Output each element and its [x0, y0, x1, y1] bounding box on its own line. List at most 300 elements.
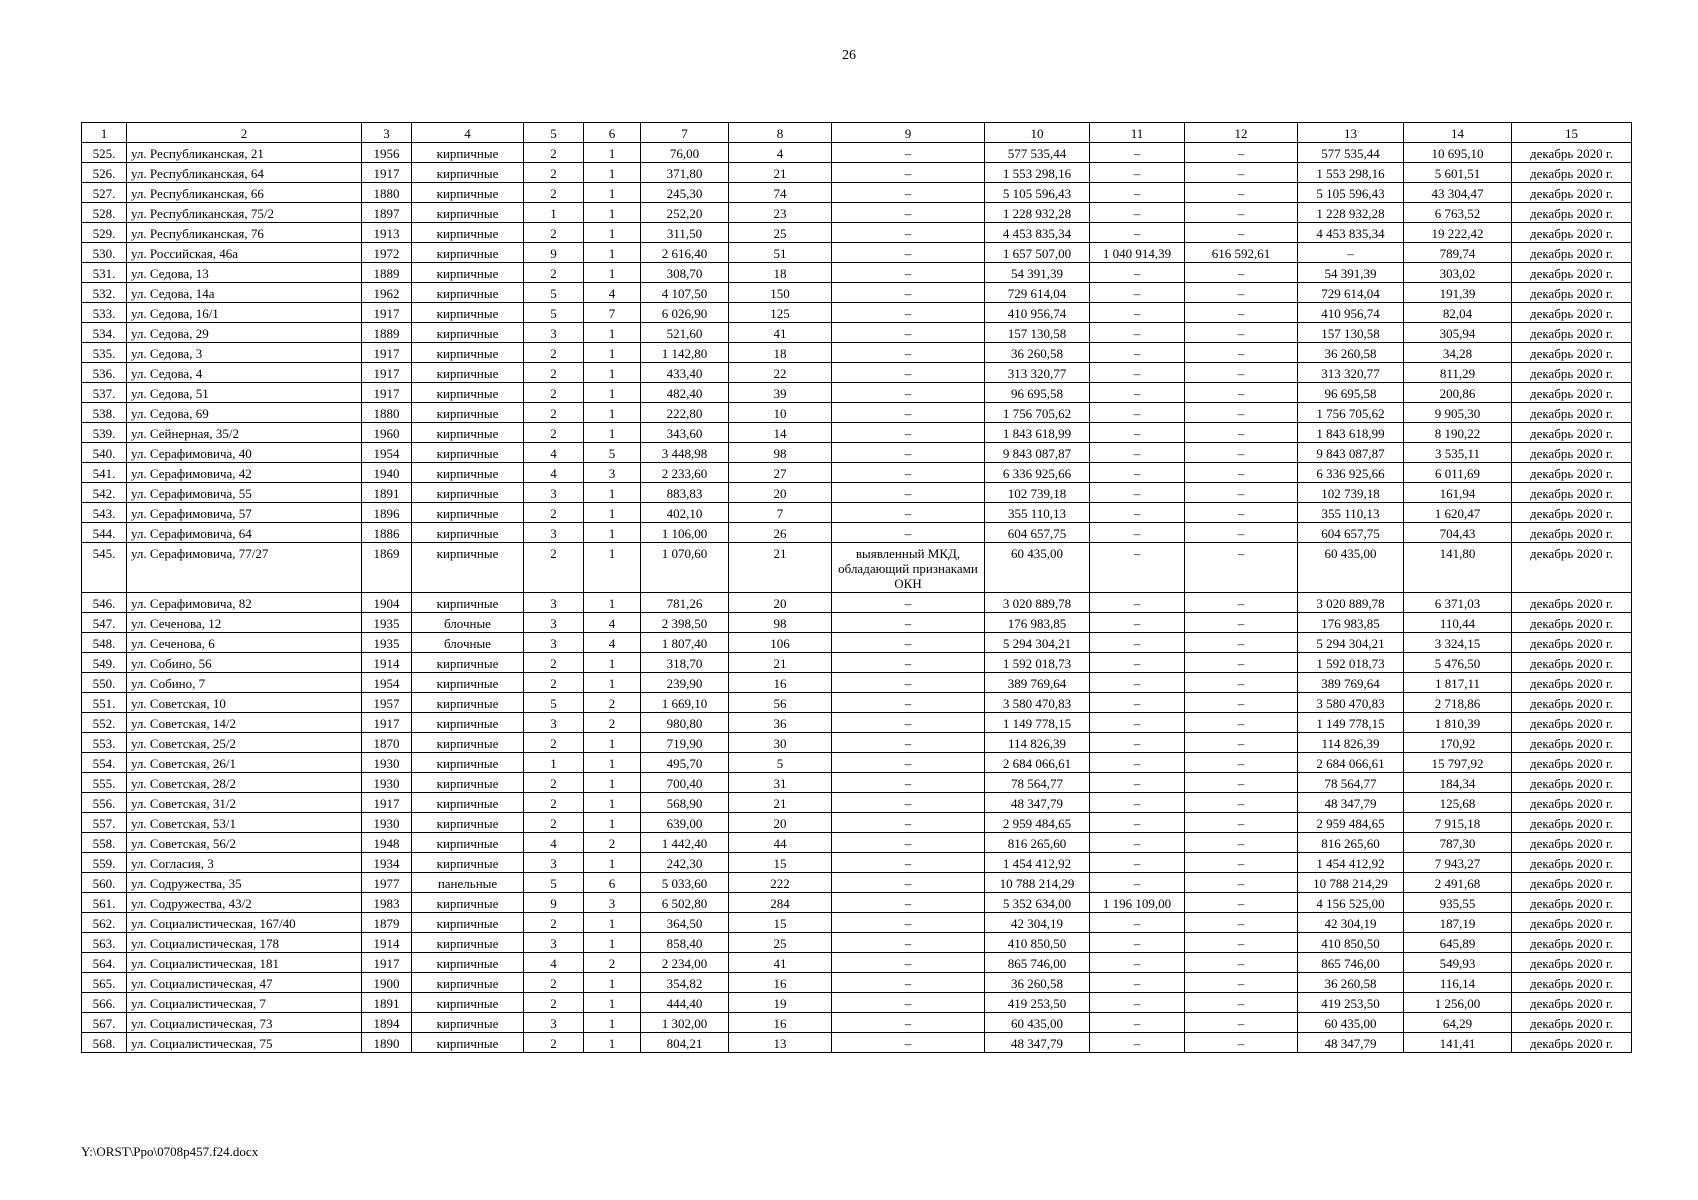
table-cell-col-9: –	[832, 933, 985, 953]
table-cell-col-3: 1914	[362, 653, 412, 673]
table-cell-col-2: ул. Советская, 28/2	[127, 773, 362, 793]
table-cell-col-3: 1917	[362, 383, 412, 403]
table-cell-col-5: 4	[524, 463, 584, 483]
table-row	[82, 953, 1632, 973]
column-number-1: 1	[82, 123, 127, 143]
table-cell-col-11: –	[1090, 503, 1185, 523]
table-cell-col-3: 1896	[362, 503, 412, 523]
table-cell-col-9: –	[832, 243, 985, 263]
table-cell-col-7: 639,00	[641, 813, 729, 833]
table-cell-col-14: 19 222,42	[1404, 223, 1512, 243]
table-cell-col-4: кирпичные	[412, 933, 524, 953]
table-cell-col-15: декабрь 2020 г.	[1512, 653, 1632, 673]
table-cell-col-5: 2	[524, 1033, 584, 1053]
table-cell-col-1: 527.	[82, 183, 127, 203]
table-cell-col-15: декабрь 2020 г.	[1512, 1033, 1632, 1053]
table-cell-col-4: кирпичные	[412, 283, 524, 303]
table-cell-col-7: 2 616,40	[641, 243, 729, 263]
table-row	[82, 323, 1632, 343]
table-cell-col-3: 1983	[362, 893, 412, 913]
table-cell-col-3: 1948	[362, 833, 412, 853]
table-cell-col-9: –	[832, 793, 985, 813]
table-cell-col-5: 1	[524, 203, 584, 223]
table-cell-col-3: 1917	[362, 793, 412, 813]
table-cell-col-13: 1 454 412,92	[1298, 853, 1404, 873]
table-cell-col-9: –	[832, 1013, 985, 1033]
table-cell-col-8: 39	[729, 383, 832, 403]
table-cell-col-7: 318,70	[641, 653, 729, 673]
table-cell-col-14: 9 905,30	[1404, 403, 1512, 423]
table-cell-col-2: ул. Советская, 53/1	[127, 813, 362, 833]
table-cell-col-13: 1 592 018,73	[1298, 653, 1404, 673]
table-row	[82, 773, 1632, 793]
table-cell-col-3: 1917	[362, 163, 412, 183]
table-cell-col-11: –	[1090, 993, 1185, 1013]
table-cell-col-4: кирпичные	[412, 163, 524, 183]
table-cell-col-2: ул. Сеченова, 12	[127, 613, 362, 633]
table-cell-col-1: 556.	[82, 793, 127, 813]
table-cell-col-6: 1	[584, 593, 641, 613]
table-row	[82, 283, 1632, 303]
table-cell-col-9: –	[832, 893, 985, 913]
table-cell-col-7: 354,82	[641, 973, 729, 993]
table-cell-col-3: 1972	[362, 243, 412, 263]
table-cell-col-10: 2 684 066,61	[985, 753, 1090, 773]
table-cell-col-14: 6 011,69	[1404, 463, 1512, 483]
table-cell-col-14: 191,39	[1404, 283, 1512, 303]
table-cell-col-4: кирпичные	[412, 443, 524, 463]
table-cell-col-4: кирпичные	[412, 223, 524, 243]
table-cell-col-9: –	[832, 403, 985, 423]
table-cell-col-13: 2 959 484,65	[1298, 813, 1404, 833]
table-cell-col-11: –	[1090, 753, 1185, 773]
table-cell-col-12: –	[1185, 263, 1298, 283]
table-cell-col-4: кирпичные	[412, 343, 524, 363]
column-number-6: 6	[584, 123, 641, 143]
table-cell-col-3: 1914	[362, 933, 412, 953]
column-number-12: 12	[1185, 123, 1298, 143]
table-cell-col-14: 10 695,10	[1404, 143, 1512, 163]
table-cell-col-12: –	[1185, 363, 1298, 383]
table-cell-col-4: кирпичные	[412, 853, 524, 873]
table-cell-col-7: 2 398,50	[641, 613, 729, 633]
table-cell-col-2: ул. Республиканская, 64	[127, 163, 362, 183]
table-cell-col-7: 1 669,10	[641, 693, 729, 713]
table-cell-col-11: –	[1090, 1013, 1185, 1033]
table-cell-col-1: 563.	[82, 933, 127, 953]
table-cell-col-10: 389 769,64	[985, 673, 1090, 693]
table-cell-col-6: 4	[584, 633, 641, 653]
table-cell-col-2: ул. Советская, 56/2	[127, 833, 362, 853]
table-cell-col-8: 20	[729, 813, 832, 833]
table-cell-col-5: 2	[524, 733, 584, 753]
table-cell-col-5: 2	[524, 773, 584, 793]
table-cell-col-13: 78 564,77	[1298, 773, 1404, 793]
table-cell-col-4: кирпичные	[412, 713, 524, 733]
table-cell-col-6: 1	[584, 933, 641, 953]
table-row	[82, 403, 1632, 423]
table-cell-col-6: 1	[584, 753, 641, 773]
table-cell-col-7: 980,80	[641, 713, 729, 733]
table-cell-col-2: ул. Седова, 16/1	[127, 303, 362, 323]
table-cell-col-15: декабрь 2020 г.	[1512, 593, 1632, 613]
table-cell-col-6: 1	[584, 673, 641, 693]
table-cell-col-7: 495,70	[641, 753, 729, 773]
table-row	[82, 363, 1632, 383]
table-cell-col-5: 3	[524, 523, 584, 543]
table-cell-col-15: декабрь 2020 г.	[1512, 243, 1632, 263]
table-cell-col-11: –	[1090, 693, 1185, 713]
table-cell-col-3: 1889	[362, 323, 412, 343]
table-cell-col-9: –	[832, 303, 985, 323]
table-cell-col-5: 5	[524, 873, 584, 893]
table-cell-col-14: 141,80	[1404, 543, 1512, 593]
table-cell-col-11: –	[1090, 593, 1185, 613]
column-number-7: 7	[641, 123, 729, 143]
table-cell-col-8: 15	[729, 913, 832, 933]
table-cell-col-11: –	[1090, 773, 1185, 793]
table-cell-col-8: 16	[729, 1013, 832, 1033]
table-cell-col-6: 1	[584, 503, 641, 523]
table-cell-col-6: 1	[584, 183, 641, 203]
table-cell-col-10: 157 130,58	[985, 323, 1090, 343]
table-cell-col-14: 82,04	[1404, 303, 1512, 323]
table-cell-col-1: 558.	[82, 833, 127, 853]
table-cell-col-10: 604 657,75	[985, 523, 1090, 543]
table-cell-col-12: –	[1185, 303, 1298, 323]
table-cell-col-8: 5	[729, 753, 832, 773]
table-row	[82, 933, 1632, 953]
table-cell-col-9: –	[832, 343, 985, 363]
table-cell-col-3: 1904	[362, 593, 412, 613]
file-path-footer: Y:\ORST\Ppo\0708p457.f24.docx	[81, 1144, 259, 1159]
table-cell-col-2: ул. Серафимовича, 55	[127, 483, 362, 503]
table-cell-col-3: 1935	[362, 613, 412, 633]
table-cell-col-10: 1 657 507,00	[985, 243, 1090, 263]
table-row	[82, 443, 1632, 463]
table-cell-col-11: –	[1090, 833, 1185, 853]
table-row	[82, 653, 1632, 673]
table-cell-col-13: 60 435,00	[1298, 543, 1404, 593]
table-cell-col-12: –	[1185, 893, 1298, 913]
table-cell-col-1: 542.	[82, 483, 127, 503]
table-cell-col-4: кирпичные	[412, 323, 524, 343]
table-row	[82, 973, 1632, 993]
table-cell-col-4: кирпичные	[412, 953, 524, 973]
table-cell-col-5: 3	[524, 613, 584, 633]
table-row	[82, 733, 1632, 753]
table-cell-col-11: 1 040 914,39	[1090, 243, 1185, 263]
table-cell-col-10: 36 260,58	[985, 973, 1090, 993]
table-cell-col-4: кирпичные	[412, 1033, 524, 1053]
table-cell-col-9: –	[832, 503, 985, 523]
table-cell-col-14: 116,14	[1404, 973, 1512, 993]
table-cell-col-15: декабрь 2020 г.	[1512, 913, 1632, 933]
table-cell-col-2: ул. Социалистическая, 47	[127, 973, 362, 993]
table-cell-col-10: 1 843 618,99	[985, 423, 1090, 443]
table-row	[82, 163, 1632, 183]
table-cell-col-5: 3	[524, 593, 584, 613]
table-cell-col-5: 1	[524, 753, 584, 773]
table-row	[82, 593, 1632, 613]
table-cell-col-12: –	[1185, 283, 1298, 303]
table-row	[82, 813, 1632, 833]
table-cell-col-14: 184,34	[1404, 773, 1512, 793]
table-cell-col-5: 2	[524, 973, 584, 993]
table-cell-col-4: кирпичные	[412, 793, 524, 813]
table-cell-col-14: 3 535,11	[1404, 443, 1512, 463]
table-cell-col-13: 410 956,74	[1298, 303, 1404, 323]
table-cell-col-11: –	[1090, 973, 1185, 993]
table-cell-col-14: 200,86	[1404, 383, 1512, 403]
table-cell-col-7: 2 234,00	[641, 953, 729, 973]
table-cell-col-11: –	[1090, 283, 1185, 303]
table-cell-col-3: 1880	[362, 183, 412, 203]
table-cell-col-14: 15 797,92	[1404, 753, 1512, 773]
table-cell-col-12: –	[1185, 693, 1298, 713]
table-cell-col-4: кирпичные	[412, 653, 524, 673]
table-cell-col-10: 5 105 596,43	[985, 183, 1090, 203]
table-cell-col-7: 239,90	[641, 673, 729, 693]
table-cell-col-12: –	[1185, 613, 1298, 633]
table-cell-col-13: 4 453 835,34	[1298, 223, 1404, 243]
table-cell-col-12: –	[1185, 543, 1298, 593]
table-cell-col-1: 534.	[82, 323, 127, 343]
table-cell-col-2: ул. Седова, 13	[127, 263, 362, 283]
table-cell-col-12: –	[1185, 753, 1298, 773]
table-cell-col-5: 9	[524, 893, 584, 913]
table-cell-col-13: 54 391,39	[1298, 263, 1404, 283]
table-cell-col-1: 526.	[82, 163, 127, 183]
table-cell-col-15: декабрь 2020 г.	[1512, 203, 1632, 223]
table-row	[82, 143, 1632, 163]
table-cell-col-1: 566.	[82, 993, 127, 1013]
table-cell-col-7: 482,40	[641, 383, 729, 403]
table-cell-col-13: 1 553 298,16	[1298, 163, 1404, 183]
table-cell-col-12: –	[1185, 673, 1298, 693]
table-row	[82, 523, 1632, 543]
table-cell-col-15: декабрь 2020 г.	[1512, 793, 1632, 813]
table-cell-col-12: –	[1185, 733, 1298, 753]
table-cell-col-9: –	[832, 323, 985, 343]
table-cell-col-1: 546.	[82, 593, 127, 613]
table-cell-col-6: 1	[584, 383, 641, 403]
table-cell-col-10: 78 564,77	[985, 773, 1090, 793]
table-cell-col-13: 36 260,58	[1298, 973, 1404, 993]
table-cell-col-10: 419 253,50	[985, 993, 1090, 1013]
table-cell-col-12: –	[1185, 993, 1298, 1013]
table-cell-col-6: 1	[584, 163, 641, 183]
table-cell-col-3: 1934	[362, 853, 412, 873]
table-cell-col-13: 114 826,39	[1298, 733, 1404, 753]
table-cell-col-9: –	[832, 973, 985, 993]
table-cell-col-6: 1	[584, 483, 641, 503]
table-cell-col-14: 6 763,52	[1404, 203, 1512, 223]
table-cell-col-13: 355 110,13	[1298, 503, 1404, 523]
table-cell-col-8: 56	[729, 693, 832, 713]
table-cell-col-2: ул. Социалистическая, 181	[127, 953, 362, 973]
table-cell-col-11: –	[1090, 403, 1185, 423]
table-cell-col-6: 2	[584, 833, 641, 853]
table-cell-col-9: –	[832, 463, 985, 483]
table-cell-col-12: 616 592,61	[1185, 243, 1298, 263]
table-cell-col-7: 444,40	[641, 993, 729, 1013]
table-cell-col-12: –	[1185, 323, 1298, 343]
table-cell-col-9: –	[832, 163, 985, 183]
table-cell-col-10: 102 739,18	[985, 483, 1090, 503]
table-cell-col-11: –	[1090, 873, 1185, 893]
table-cell-col-5: 3	[524, 483, 584, 503]
table-cell-col-1: 555.	[82, 773, 127, 793]
table-cell-col-4: кирпичные	[412, 543, 524, 593]
table-cell-col-1: 538.	[82, 403, 127, 423]
table-cell-col-15: декабрь 2020 г.	[1512, 323, 1632, 343]
table-cell-col-10: 1 592 018,73	[985, 653, 1090, 673]
table-cell-col-6: 1	[584, 913, 641, 933]
table-cell-col-12: –	[1185, 443, 1298, 463]
table-cell-col-5: 2	[524, 653, 584, 673]
table-cell-col-1: 537.	[82, 383, 127, 403]
table-cell-col-13: 1 228 932,28	[1298, 203, 1404, 223]
table-cell-col-13: 3 580 470,83	[1298, 693, 1404, 713]
table-cell-col-14: 787,30	[1404, 833, 1512, 853]
table-cell-col-14: 811,29	[1404, 363, 1512, 383]
table-cell-col-3: 1869	[362, 543, 412, 593]
table-cell-col-8: 106	[729, 633, 832, 653]
table-cell-col-2: ул. Седова, 4	[127, 363, 362, 383]
table-cell-col-10: 410 956,74	[985, 303, 1090, 323]
table-cell-col-4: кирпичные	[412, 523, 524, 543]
table-cell-col-1: 545.	[82, 543, 127, 593]
table-cell-col-1: 548.	[82, 633, 127, 653]
table-cell-col-13: 410 850,50	[1298, 933, 1404, 953]
table-cell-col-7: 6 026,90	[641, 303, 729, 323]
table-cell-col-3: 1957	[362, 693, 412, 713]
table-cell-col-1: 549.	[82, 653, 127, 673]
table-row	[82, 693, 1632, 713]
table-cell-col-8: 284	[729, 893, 832, 913]
table-cell-col-14: 2 718,86	[1404, 693, 1512, 713]
table-cell-col-11: –	[1090, 263, 1185, 283]
table-cell-col-2: ул. Сейнерная, 35/2	[127, 423, 362, 443]
table-cell-col-13: 48 347,79	[1298, 1033, 1404, 1053]
table-cell-col-12: –	[1185, 203, 1298, 223]
table-cell-col-3: 1894	[362, 1013, 412, 1033]
table-cell-col-1: 553.	[82, 733, 127, 753]
table-cell-col-9: выявленный МКД, обладающий признаками ОКН	[832, 543, 985, 593]
table-cell-col-10: 355 110,13	[985, 503, 1090, 523]
column-number-2: 2	[127, 123, 362, 143]
table-cell-col-1: 541.	[82, 463, 127, 483]
table-cell-col-15: декабрь 2020 г.	[1512, 383, 1632, 403]
table-cell-col-13: 176 983,85	[1298, 613, 1404, 633]
table-cell-col-6: 2	[584, 693, 641, 713]
table-cell-col-6: 1	[584, 203, 641, 223]
table-cell-col-14: 303,02	[1404, 263, 1512, 283]
table-cell-col-2: ул. Серафимовича, 40	[127, 443, 362, 463]
table-cell-col-8: 31	[729, 773, 832, 793]
table-cell-col-6: 1	[584, 523, 641, 543]
table-cell-col-14: 1 620,47	[1404, 503, 1512, 523]
table-cell-col-5: 2	[524, 223, 584, 243]
table-cell-col-9: –	[832, 993, 985, 1013]
table-cell-col-10: 2 959 484,65	[985, 813, 1090, 833]
table-cell-col-2: ул. Седова, 51	[127, 383, 362, 403]
table-cell-col-1: 535.	[82, 343, 127, 363]
table-cell-col-5: 2	[524, 503, 584, 523]
table-cell-col-5: 3	[524, 323, 584, 343]
table-cell-col-6: 1	[584, 733, 641, 753]
table-cell-col-14: 34,28	[1404, 343, 1512, 363]
table-cell-col-15: декабрь 2020 г.	[1512, 223, 1632, 243]
table-cell-col-7: 308,70	[641, 263, 729, 283]
table-cell-col-4: кирпичные	[412, 993, 524, 1013]
table-row	[82, 833, 1632, 853]
table-cell-col-4: кирпичные	[412, 363, 524, 383]
table-cell-col-15: декабрь 2020 г.	[1512, 693, 1632, 713]
table-cell-col-13: 1 756 705,62	[1298, 403, 1404, 423]
table-cell-col-2: ул. Социалистическая, 75	[127, 1033, 362, 1053]
table-cell-col-10: 48 347,79	[985, 793, 1090, 813]
table-cell-col-3: 1913	[362, 223, 412, 243]
table-cell-col-1: 551.	[82, 693, 127, 713]
table-cell-col-1: 552.	[82, 713, 127, 733]
table-cell-col-7: 1 070,60	[641, 543, 729, 593]
table-cell-col-15: декабрь 2020 г.	[1512, 303, 1632, 323]
table-cell-col-13: 389 769,64	[1298, 673, 1404, 693]
table-cell-col-8: 44	[729, 833, 832, 853]
table-cell-col-15: декабрь 2020 г.	[1512, 973, 1632, 993]
table-cell-col-9: –	[832, 733, 985, 753]
table-cell-col-5: 2	[524, 673, 584, 693]
table-cell-col-9: –	[832, 1033, 985, 1053]
table-cell-col-6: 1	[584, 143, 641, 163]
table-cell-col-8: 98	[729, 443, 832, 463]
table-cell-col-4: кирпичные	[412, 183, 524, 203]
table-cell-col-2: ул. Советская, 26/1	[127, 753, 362, 773]
table-cell-col-2: ул. Социалистическая, 73	[127, 1013, 362, 1033]
table-cell-col-3: 1930	[362, 773, 412, 793]
table-row	[82, 673, 1632, 693]
table-cell-col-15: декабрь 2020 г.	[1512, 283, 1632, 303]
housing-registry-table	[81, 122, 1632, 1053]
table-cell-col-10: 60 435,00	[985, 543, 1090, 593]
table-cell-col-13: 96 695,58	[1298, 383, 1404, 403]
table-cell-col-10: 577 535,44	[985, 143, 1090, 163]
table-cell-col-8: 7	[729, 503, 832, 523]
table-cell-col-9: –	[832, 773, 985, 793]
table-cell-col-8: 30	[729, 733, 832, 753]
table-cell-col-15: декабрь 2020 г.	[1512, 713, 1632, 733]
table-cell-col-5: 2	[524, 813, 584, 833]
table-cell-col-3: 1954	[362, 443, 412, 463]
table-cell-col-6: 3	[584, 893, 641, 913]
table-cell-col-9: –	[832, 953, 985, 973]
table-cell-col-7: 1 142,80	[641, 343, 729, 363]
table-cell-col-15: декабрь 2020 г.	[1512, 633, 1632, 653]
table-row	[82, 793, 1632, 813]
table-cell-col-15: декабрь 2020 г.	[1512, 463, 1632, 483]
table-cell-col-13: 5 105 596,43	[1298, 183, 1404, 203]
table-cell-col-10: 60 435,00	[985, 1013, 1090, 1033]
table-cell-col-15: декабрь 2020 г.	[1512, 993, 1632, 1013]
table-cell-col-4: кирпичные	[412, 383, 524, 403]
table-cell-col-6: 1	[584, 1033, 641, 1053]
table-cell-col-3: 1917	[362, 303, 412, 323]
column-number-10: 10	[985, 123, 1090, 143]
table-cell-col-5: 2	[524, 913, 584, 933]
table-cell-col-15: декабрь 2020 г.	[1512, 813, 1632, 833]
